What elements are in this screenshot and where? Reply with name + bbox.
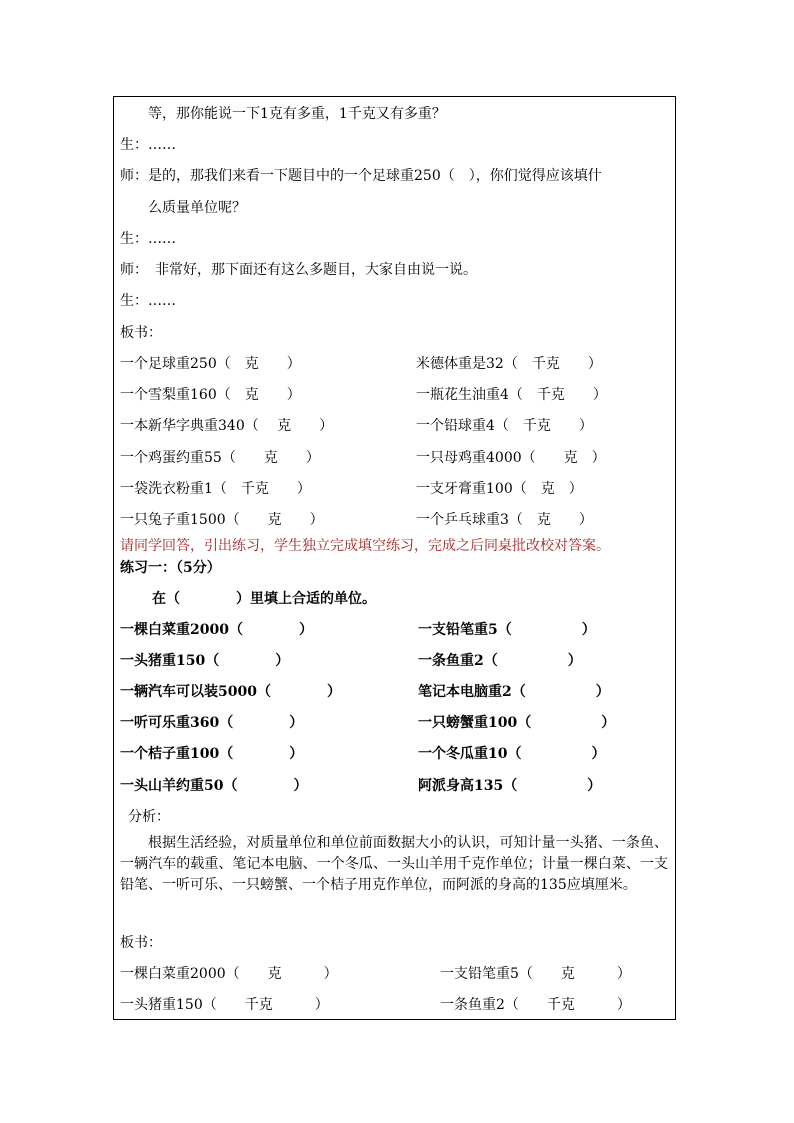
intro-line-7: 生：…… — [120, 293, 176, 309]
board1-left-5: 一只兔子重1500（ 克 ） — [120, 512, 324, 528]
board1-right-2: 一个铅球重4（ 千克 ） — [416, 418, 593, 434]
board-label-1: 板书： — [120, 325, 162, 341]
exercise-left-1: 一头猪重150（ ） — [120, 653, 290, 669]
board1-left-1: 一个雪梨重160（ 克 ） — [120, 387, 301, 403]
exercise-left-4: 一个桔子重100（ ） — [120, 746, 304, 762]
board1-left-4: 一袋洗衣粉重1（ 千克 ） — [120, 481, 311, 497]
exercise-left-3: 一听可乐重360（ ） — [120, 715, 304, 731]
intro-line-6: 师： 非常好，那下面还有这么多题目，大家自由说一说。 — [120, 262, 477, 278]
board1-right-0: 米德体重是32（ 千克 ） — [416, 356, 602, 372]
exercise-right-3: 一只螃蟹重100（ ） — [418, 715, 616, 731]
lesson-table-cell — [113, 96, 676, 1020]
exercise-left-5: 一头山羊约重50（ ） — [120, 778, 308, 794]
board1-right-3: 一只母鸡重4000（ 克 ） — [416, 450, 606, 466]
intro-line-2: 生：…… — [120, 137, 176, 153]
exercise-right-0: 一支铅笔重5（ ） — [418, 622, 596, 638]
board1-right-5: 一个乒乓球重3（ 克 ） — [416, 512, 593, 528]
exercise-title: 练习一：（5分） — [120, 560, 221, 576]
exercise-right-1: 一条鱼重2（ ） — [418, 653, 582, 669]
intro-line-4: 么质量单位呢？ — [148, 200, 246, 216]
board2-left-0: 一棵白菜重2000（ 克 ） — [120, 966, 338, 982]
board1-left-2: 一本新华字典重340（ 克 ） — [120, 418, 334, 434]
board1-right-4: 一支牙膏重100（ 克 ） — [416, 481, 583, 497]
analysis-text: 根据生活经验，对质量单位和单位前面数据大小的认识，可知计量一头猪、一条鱼、一辆汽车的载重、笔记本电脑、一个冬瓜、一头山羊用千克作单位；计量一棵白菜、一支铅笔、一听可乐、一只螃蟹、一个桔子用克作单位，而阿派的身高的135应填厘米。 — [120, 835, 668, 893]
board1-right-1: 一瓶花生油重4（ 千克 ） — [416, 387, 607, 403]
board1-left-0: 一个足球重250（ 克 ） — [120, 356, 301, 372]
board2-left-1: 一头猪重150（ 千克 ） — [120, 997, 329, 1013]
exercise-right-2: 笔记本电脑重2（ ） — [418, 684, 610, 700]
board2-right-0: 一支铅笔重5（ 克 ） — [440, 966, 631, 982]
board2-right-1: 一条鱼重2（ 千克 ） — [440, 997, 631, 1013]
exercise-right-4: 一个冬瓜重10（ ） — [418, 746, 606, 762]
intro-line-5: 生：…… — [120, 231, 176, 247]
exercise-left-2: 一辆汽车可以装5000（ ） — [120, 684, 341, 700]
intro-line-1: 等，那你能说一下1克有多重，1千克又有多重？ — [148, 106, 446, 122]
analysis-label: 分析： — [128, 809, 170, 825]
intro-line-3: 师：是的，那我们来看一下题目中的一个足球重250（ ），你们觉得应该填什 — [120, 168, 602, 184]
exercise-left-0: 一棵白菜重2000（ ） — [120, 622, 313, 638]
teacher-instruction: 请同学回答，引出练习，学生独立完成填空练习，完成之后同桌批改校对答案。 — [120, 538, 610, 554]
exercise-prompt: 在（ ）里填上合适的单位。 — [152, 591, 376, 607]
board1-left-3: 一个鸡蛋约重55（ 克 ） — [120, 450, 320, 466]
board-label-2: 板书： — [120, 935, 162, 951]
exercise-right-5: 阿派身高135（ ） — [418, 778, 602, 794]
